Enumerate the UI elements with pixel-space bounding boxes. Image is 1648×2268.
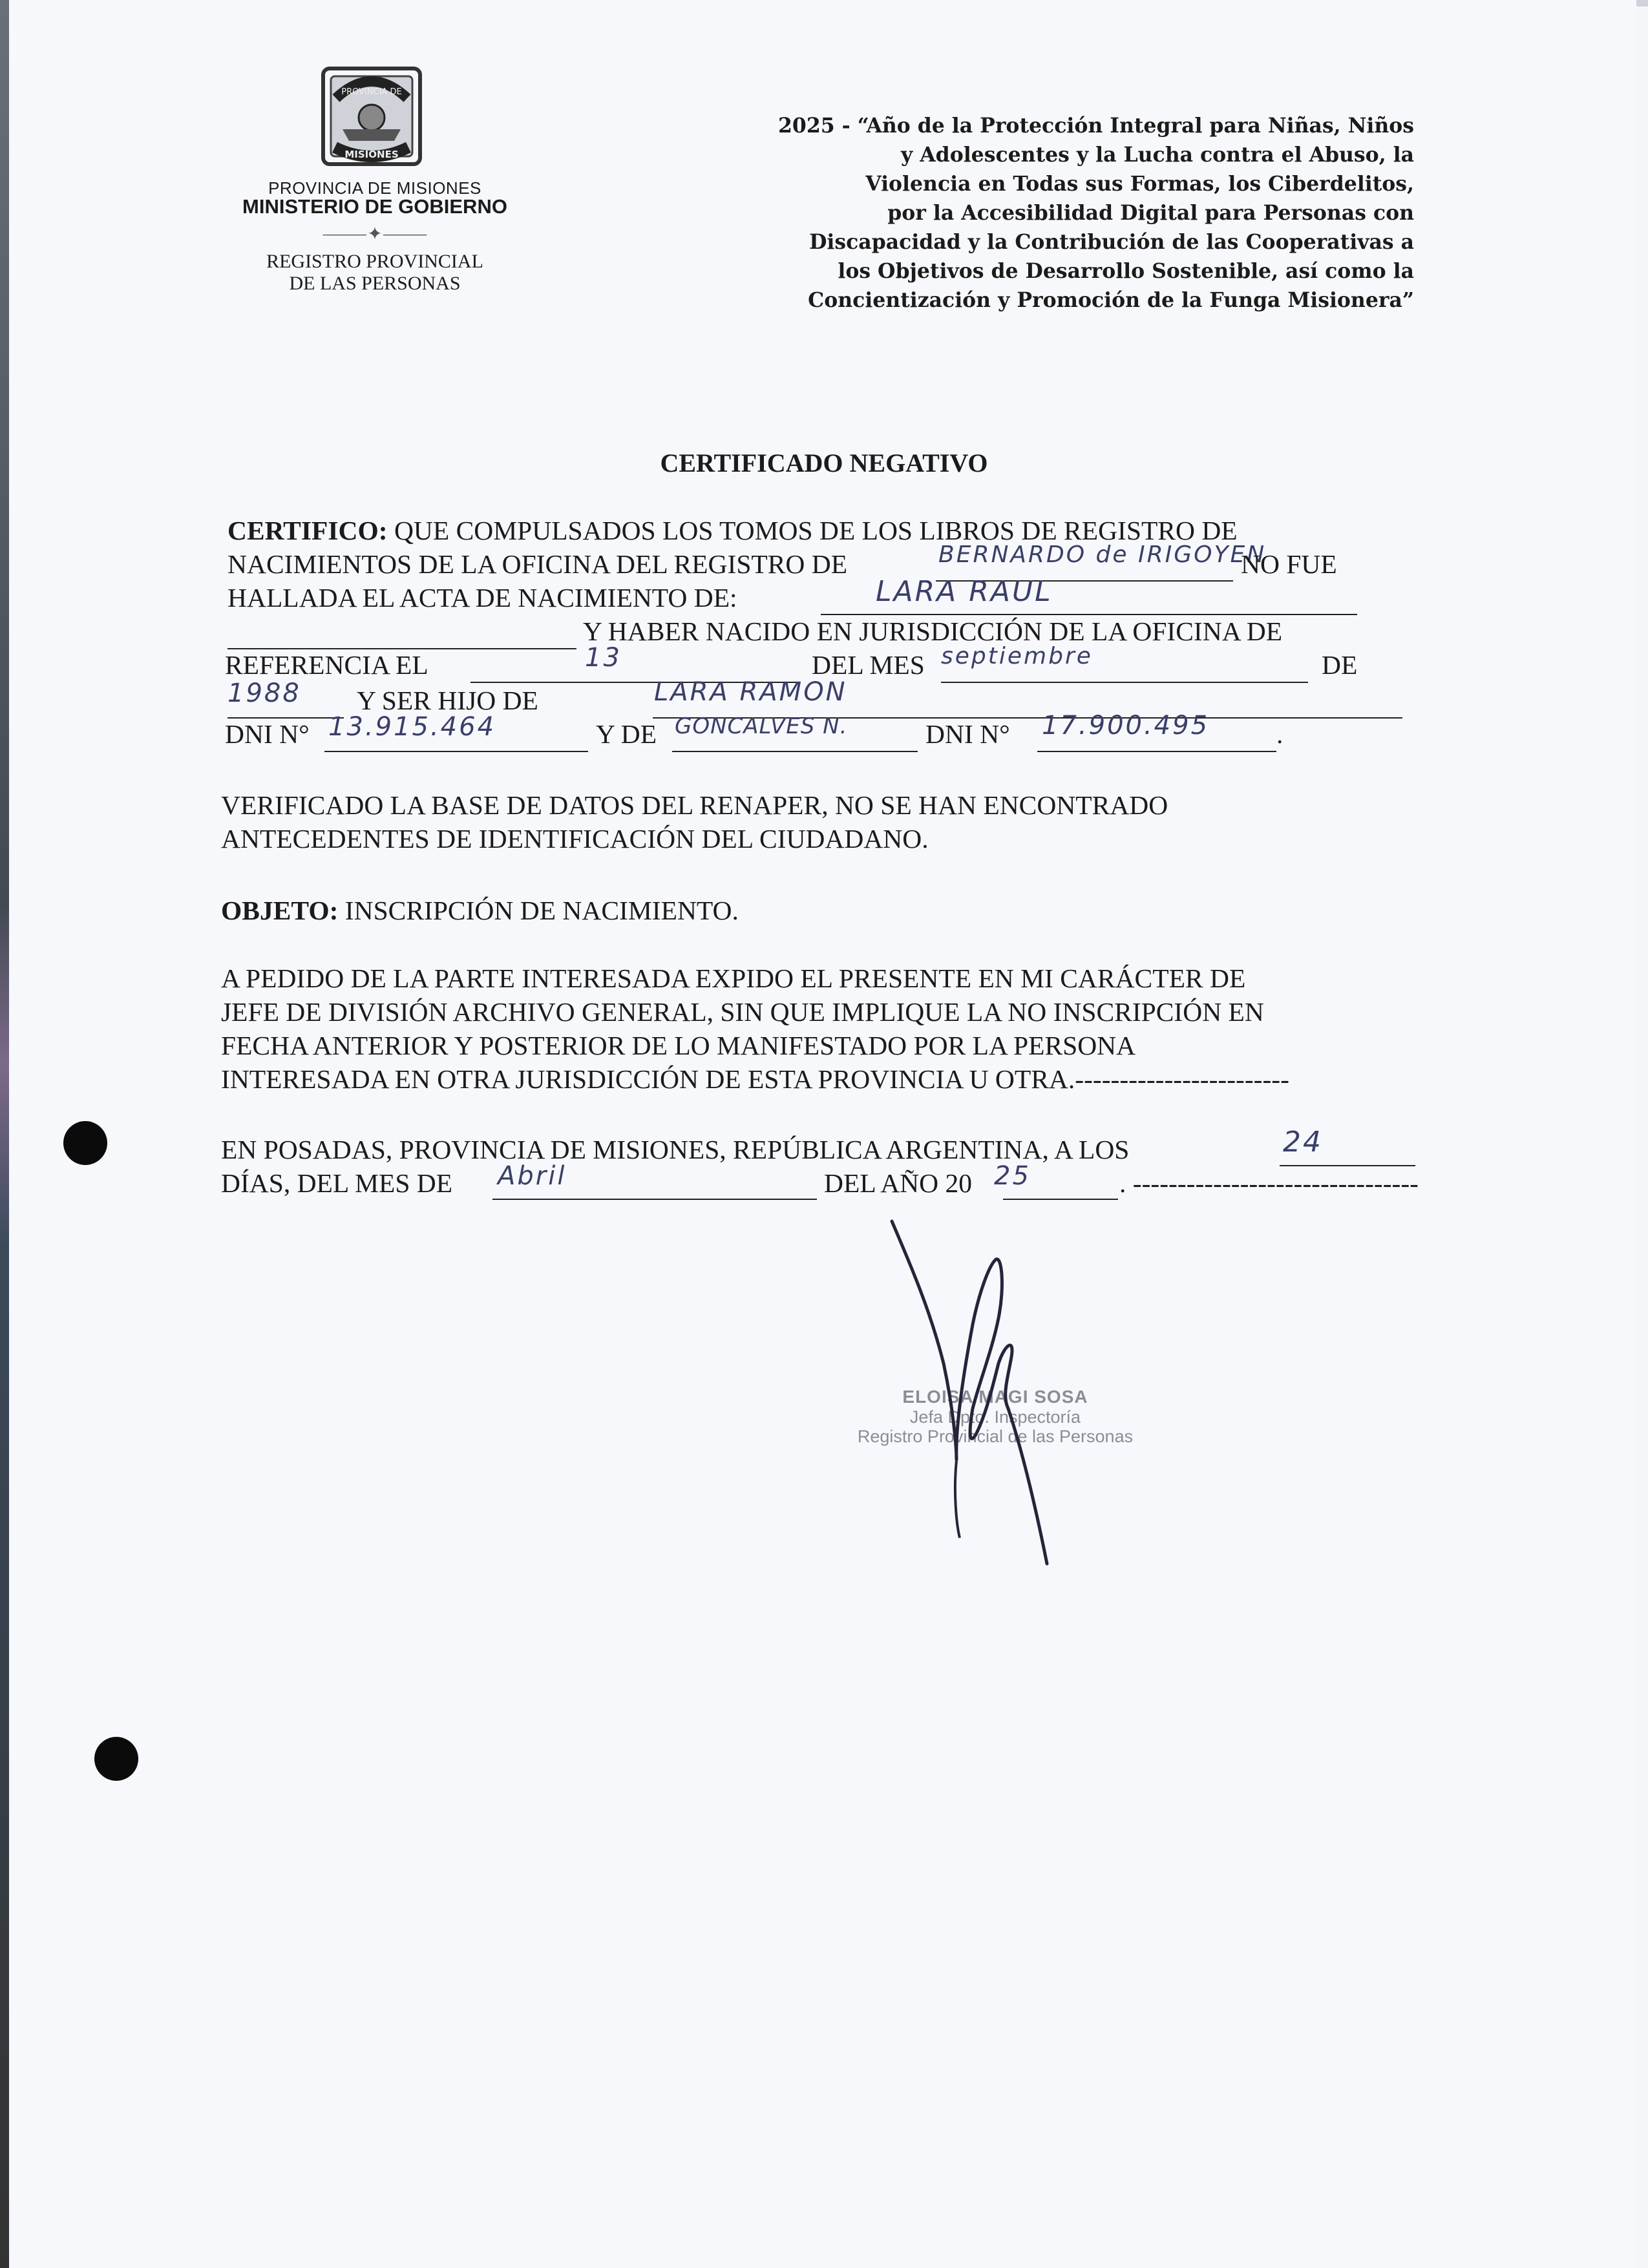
month-text: DEL MES <box>812 650 925 680</box>
pedido-line-3: FECHA ANTERIOR Y POSTERIOR DE LO MANIFESTADO POR LA PERSONA <box>221 1031 1136 1060</box>
father-dni-handwritten: 13.915.464 <box>328 712 496 742</box>
mother-dni-blank <box>1037 751 1276 752</box>
stamp-role: Jefa Dpto. Inspectoría <box>909 1407 1081 1427</box>
place-line-2-c: . -------------------------------- <box>1119 1168 1419 1198</box>
svg-text:MISIONES: MISIONES <box>344 149 399 160</box>
father-dni-blank <box>324 751 588 752</box>
objeto-label: OBJETO: <box>221 896 339 925</box>
pedido-line-2: JEFE DE DIVISIÓN ARCHIVO GENERAL, SIN QUE IMPLIQUE LA NO INSCRIPCIÓN EN <box>221 997 1264 1027</box>
year-handwritten: 1988 <box>227 678 301 708</box>
objeto-text: INSCRIPCIÓN DE NACIMIENTO. <box>338 896 739 925</box>
father-dni-label: DNI N° <box>225 719 310 749</box>
motto-line: Discapacidad y la Contribución de las Cooperativas a <box>809 230 1414 254</box>
issue-month-blank <box>492 1199 817 1200</box>
document-title: CERTIFICADO NEGATIVO <box>660 448 988 478</box>
certifico-label: CERTIFICO: <box>227 516 388 545</box>
issue-month-handwritten: Abril <box>498 1161 567 1191</box>
motto-line: Concientización y Promoción de la Funga Misionera” <box>808 288 1414 312</box>
period: . <box>1276 719 1284 749</box>
mother-text: Y DE <box>596 719 657 749</box>
reference-text: REFERENCIA EL <box>225 650 428 680</box>
svg-text:PROVINCIA DE: PROVINCIA DE <box>341 87 402 97</box>
renaper-line-2: ANTECEDENTES DE IDENTIFICACIÓN DEL CIUDADANO. <box>221 824 929 854</box>
place-line-2-a: DÍAS, DEL MES DE <box>221 1168 453 1198</box>
father-text: Y SER HIJO DE <box>357 686 538 715</box>
mother-dni-handwritten: 17.900.495 <box>1042 711 1210 740</box>
punch-hole-lower <box>94 1737 138 1781</box>
motto-line: los Objetivos de Desarrollo Sostenible, así como la <box>838 259 1414 283</box>
name-handwritten: LARA RAUL <box>876 575 1053 608</box>
pedido-line-1: A PEDIDO DE LA PARTE INTERESADA EXPIDO EL PRESENTE EN MI CARÁCTER DE <box>221 963 1246 993</box>
motto-line: y Adolescentes y la Lucha contra el Abuso, la <box>900 143 1414 167</box>
punch-hole-upper <box>63 1121 107 1165</box>
stamp-name: ELOISA MAGI SOSA <box>902 1387 1088 1407</box>
objeto-line <box>221 895 739 926</box>
month-handwritten: septiembre <box>941 643 1093 669</box>
office-handwritten: BERNARDO de IRIGOYEN <box>938 541 1267 568</box>
month-blank <box>941 682 1308 683</box>
jurisdiction-text: Y HABER NACIDO EN JURISDICCIÓN DE LA OFICINA DE <box>583 616 1283 646</box>
father-handwritten: LARA RAMON <box>654 677 847 707</box>
motto-line: Violencia en Todas sus Formas, los Ciberdelitos, <box>865 172 1414 196</box>
scan-left-edge <box>0 0 9 2268</box>
issue-year-blank <box>1003 1199 1118 1200</box>
mother-handwritten: GONCALVES N. <box>675 713 848 739</box>
motto-line: por la Accesibilidad Digital para Personas con <box>887 201 1414 225</box>
acta-text: HALLADA EL ACTA DE NACIMIENTO DE: <box>227 583 737 613</box>
mother-dni-label: DNI N° <box>925 719 1010 749</box>
de-text: DE <box>1322 650 1358 680</box>
motto-line: 2025 - “Año de la Protección Integral para Niñas, Niños <box>778 114 1414 138</box>
mother-blank <box>672 751 918 752</box>
ministry-name: MINISTERIO DE GOBIERNO <box>242 195 507 218</box>
place-line-2-b: DEL AÑO 20 <box>824 1168 972 1198</box>
registry-office-text: NACIMIENTOS DE LA OFICINA DEL REGISTRO DE <box>227 549 848 579</box>
renaper-line-1: VERIFICADO LA BASE DE DATOS DEL RENAPER, NO SE HAN ENCONTRADO <box>221 790 1168 820</box>
day-handwritten: 13 <box>585 643 622 673</box>
stamp-organization: Registro Provincial de las Personas <box>857 1427 1134 1446</box>
issue-day-blank <box>1280 1165 1415 1166</box>
year-motto <box>613 111 1414 315</box>
name-blank <box>821 614 1357 615</box>
place-line-1: EN POSADAS, PROVINCIA DE MISIONES, REPÚBLICA ARGENTINA, A LOS <box>221 1135 1130 1164</box>
certifico-text: QUE COMPULSADOS LOS TOMOS DE LOS LIBROS DE REGISTRO DE <box>387 516 1238 545</box>
province-crest-icon <box>317 65 427 168</box>
handwritten-signature <box>860 1215 1073 1577</box>
registry-name-line2: DE LAS PERSONAS <box>289 273 461 294</box>
pedido-line-4: INTERESADA EN OTRA JURISDICCIÓN DE ESTA PROVINCIA U OTRA.------------------------ <box>221 1064 1289 1094</box>
issue-year-handwritten: 25 <box>994 1161 1031 1191</box>
province-name: PROVINCIA DE MISIONES <box>268 178 481 198</box>
divider-mark-icon: ⸻✦⸻ <box>322 224 428 244</box>
registry-name-line1: REGISTRO PROVINCIAL <box>266 251 483 272</box>
issue-day-handwritten: 24 <box>1283 1126 1323 1159</box>
no-fue-text: NO FUE <box>1241 549 1337 579</box>
